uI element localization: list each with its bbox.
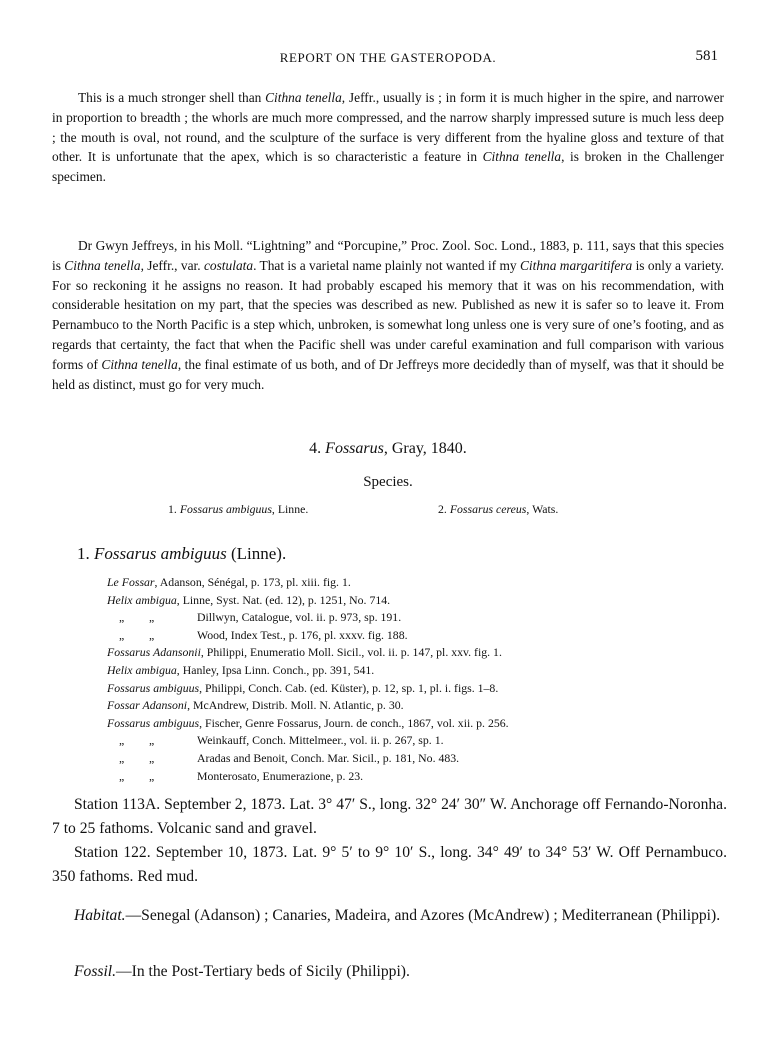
station-text: Station 113A. September 2, 1873. Lat. 3° 47′ S., long. 32° 24′ 30″ W. Anchorage off Fernando-Noronha. 7 to 25 fathoms. Volcanic sand and gravel.: [52, 796, 727, 837]
species-name: Fossarus cereus: [449, 502, 527, 516]
synonym-line: [107, 768, 727, 786]
italic-taxon: costulata: [203, 257, 254, 273]
ditto-mark: „: [119, 750, 125, 765]
synonym-name: Fossarus Adansonii: [107, 645, 201, 660]
running-header: [0, 48, 776, 68]
genus-name: Fossarus: [325, 440, 384, 457]
synonym-line: [107, 750, 727, 768]
synonym-line: [107, 680, 727, 698]
text-run: , Jeffr., var.: [140, 257, 204, 273]
synonym-ref: , Philippi, Conch. Cab. (ed. Küster), p. 12, sp. 1, pl. i. figs. 1–8.: [199, 680, 499, 695]
paragraph-description: [52, 88, 724, 187]
synonym-ref: Monterosato, Enumerazione, p. 23.: [197, 768, 364, 783]
text-run: This is a much stronger shell than: [78, 90, 266, 105]
ditto-mark: „: [149, 610, 155, 625]
habitat-text: —Senegal (Adanson) ; Canaries, Madeira, and Azores (McAndrew) ; Mediterranean (Philippi).: [125, 907, 721, 924]
species-number: 2.: [438, 502, 447, 516]
synonym-name: Le Fossar: [107, 575, 155, 589]
italic-taxon: Cithna tenella: [265, 90, 342, 105]
species-name: Fossarus ambiguus: [179, 502, 272, 516]
synonym-line: [107, 662, 727, 680]
running-title: REPORT ON THE GASTEROPODA.: [279, 50, 497, 65]
synonym-name: Helix ambigua: [107, 592, 177, 607]
species-list-item: [438, 502, 558, 517]
synonym-ref: , McAndrew, Distrib. Moll. N. Atlantic, p. 30.: [187, 698, 404, 713]
species-list-item: [168, 502, 308, 517]
synonym-ref: Weinkauff, Conch. Mittelmeer., vol. ii. p. 267, sp. 1.: [197, 733, 444, 748]
ditto-mark: „: [119, 733, 125, 748]
page-number: 581: [695, 48, 718, 64]
synonym-line: [107, 627, 727, 645]
synonym-name: Fossar Adansoni: [107, 698, 188, 713]
text-run: , Jeffr., usually is ; in form it is much higher in the spire, and narrower in proportion to breadth ; the whorls are much more compressed, and the narrow sharply impressed suture is much less deep ; the mouth is oval, not round, and the sculpture of the surface is very different from the hyaline gloss and texture of that other. It is unfortunate that the apex, which is so characteristic a feature in: [52, 90, 724, 165]
text-run: . That is a varietal name plainly not wanted if my: [253, 257, 520, 273]
habitat-label: Habitat.: [74, 907, 126, 924]
ditto-mark: „: [149, 733, 155, 748]
fossil-label: Fossil.: [74, 963, 117, 980]
synonym-line: [107, 592, 727, 610]
synonym-line: [107, 715, 727, 733]
synonym-ref: , Linne, Syst. Nat. (ed. 12), p. 1251, No. 714.: [176, 592, 391, 607]
ditto-mark: „: [119, 610, 125, 625]
species-title-number: 1.: [77, 544, 90, 563]
ditto-mark: „: [119, 768, 125, 783]
fossil-note: [52, 960, 727, 984]
italic-taxon: Cithna tenella: [482, 149, 562, 165]
synonym-ref: , Fischer, Genre Fossarus, Journ. de conch., 1867, vol. xii. p. 256.: [199, 715, 509, 730]
habitat-note: [52, 904, 727, 928]
species-title-author: (Linne).: [226, 544, 287, 563]
ditto-mark: „: [149, 627, 155, 642]
synonym-name: Helix ambigua: [107, 662, 177, 677]
species-heading: Species.: [363, 474, 413, 490]
synonym-name: Fossarus ambiguus: [107, 715, 200, 730]
synonym-ref: , Hanley, Ipsa Linn. Conch., pp. 391, 541.: [176, 662, 375, 677]
species-author: , Wats.: [526, 502, 559, 516]
synonym-ref: Dillwyn, Catalogue, vol. ii. p. 973, sp. 191.: [197, 610, 402, 625]
italic-taxon: Cithna tenella: [64, 257, 141, 273]
genus-heading: [0, 440, 776, 458]
text-run: Dr Gwyn Jeffreys, in his Moll. “Lightning” and “Porcupine,” Proc. Zool. Soc. Lond., 1883, p. 111, says that this species is: [52, 238, 724, 273]
synonym-ref: Wood, Index Test., p. 176, pl. xxxv. fig. 188.: [197, 627, 408, 642]
synonym-line: [107, 644, 727, 662]
species-author: , Linne.: [271, 502, 309, 516]
synonym-line: [107, 609, 727, 627]
synonym-ref: , Philippi, Enumeratio Moll. Sicil., vol. ii. p. 147, pl. xxv. fig. 1.: [200, 645, 502, 660]
synonym-ref: , Adanson, Sénégal, p. 173, pl. xiii. fig. 1.: [154, 575, 351, 589]
station-text: Station 122. September 10, 1873. Lat. 9° 5′ to 9° 10′ S., long. 34° 49′ to 34° 53′ W. Off Pernambuco. 350 fathoms. Red mud.: [52, 844, 727, 885]
fossil-text: —In the Post-Tertiary beds of Sicily (Philippi).: [116, 963, 410, 980]
synonym-ref: Aradas and Benoit, Conch. Mar. Sicil., p. 181, No. 483.: [197, 750, 460, 765]
synonym-line: [107, 697, 727, 715]
italic-taxon: Cithna tenella: [101, 356, 178, 372]
synonym-line: [107, 732, 727, 750]
italic-taxon: Cithna margaritifera: [519, 257, 633, 273]
genus-number: 4.: [309, 440, 322, 457]
station-record: [52, 793, 727, 841]
station-record: [52, 841, 727, 889]
genus-authority: , Gray, 1840.: [383, 440, 467, 457]
species-title-name: Fossarus ambiguus: [94, 544, 227, 563]
synonym-line: [107, 574, 727, 592]
species-number: 1.: [168, 502, 177, 516]
synonym-name: Fossarus ambiguus: [107, 680, 200, 695]
ditto-mark: „: [149, 750, 155, 765]
species-title: [77, 544, 286, 564]
text-run: , is broken in the Challenger specimen.: [52, 149, 724, 185]
ditto-mark: „: [149, 768, 155, 783]
text-run: is only a variety. For so reckoning it he assigns no reason. It had probably escaped his memory that it was on his recommendation, with considerable hesitation on my part, that the species was described as new. Published as new it is safer so to leave it. From Pernambuco to the North Pacific is a step which, unbroken, is somewhat long unless one is very sure of one’s footing, and as regards that certainty, the fact that when the Pacific shell was under careful examination and full comparison with various forms of: [52, 257, 725, 372]
text-run: , the final estimate of us both, and of Dr Jeffreys more decidedly than of myself, was that it should be held as distinct, must go for very much.: [52, 356, 724, 392]
paragraph-discussion: [52, 236, 724, 394]
ditto-mark: „: [119, 627, 125, 642]
synonymy-list: [107, 574, 727, 785]
